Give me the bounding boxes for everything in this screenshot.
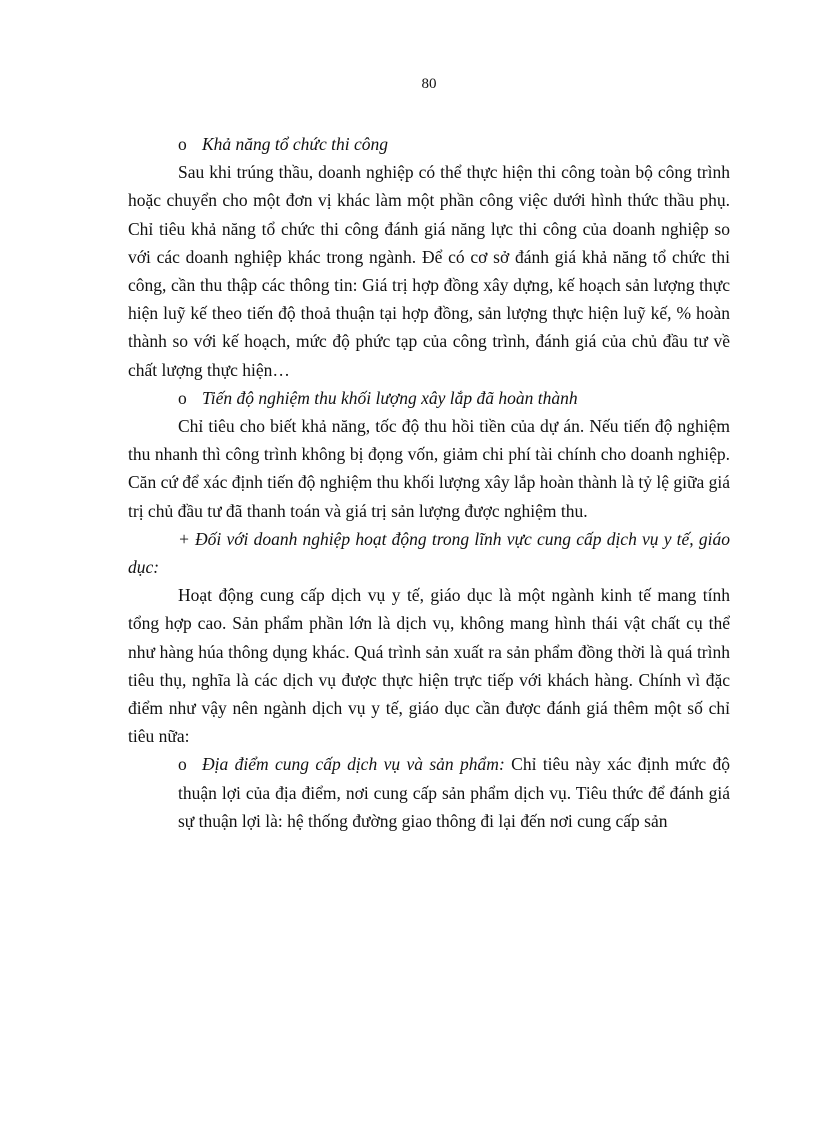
- bullet-marker: o: [178, 134, 187, 154]
- document-body: [128, 130, 730, 835]
- heading-dia-diem: Địa điểm cung cấp dịch vụ và sản phẩm:: [202, 754, 505, 775]
- paragraph-tien-do: Chỉ tiêu cho biết khả năng, tốc độ thu hồi tiền của dự án. Nếu tiến độ nghiệm thu nhanh thì công trình không bị đọng vốn, giảm chi phí tài chính cho doanh nghiệp. Căn cứ để xác định tiến độ nghiệm thu khối lượng xây lắp hoàn thành là tỷ lệ giữa giá trị chủ đầu tư đã thanh toán và giá trị sản lượng được nghiệm thu.: [128, 416, 730, 521]
- bullet-heading-tien-do: [128, 384, 730, 412]
- bullet-marker: o: [178, 387, 187, 408]
- bullet-heading-kha-nang: [128, 130, 730, 158]
- paragraph-kha-nang: Sau khi trúng thầu, doanh nghiệp có thể thực hiện thi công toàn bộ công trình hoặc chuyển cho một đơn vị khác làm một phần công việc dưới hình thức thầu phụ. Chỉ tiêu khả năng tổ chức thi công đánh giá năng lực thi công của doanh nghiệp so với các doanh nghiệp khác trong ngành. Để có cơ sở đánh giá khả năng tổ chức thi công, cần thu thập các thông tin: Giá trị hợp đồng xây dựng, kế hoạch sản lượng thực hiện luỹ kế theo tiến độ thoả thuận tại hợp đồng, sản lượng thực hiện luỹ kế, % hoàn thành so với kế hoạch, mức độ phức tạp của công trình, đánh giá của chủ đầu tư về chất lượng thực hiện…: [128, 162, 730, 380]
- heading-tien-do: Tiến độ nghiệm thu khối lượng xây lắp đã hoàn thành: [202, 387, 578, 408]
- page-number: 80: [421, 76, 437, 92]
- heading-kha-nang: Khả năng tổ chức thi công: [202, 134, 388, 154]
- bullet-paragraph-dia-diem: [128, 750, 730, 835]
- bullet-marker: o: [178, 754, 187, 775]
- paragraph-dia-diem: Chỉ tiêu này xác định mức độ thuận lợi của địa điểm, nơi cung cấp sản phẩm dịch vụ. Tiêu thức để đánh giá sự thuận lợi là: hệ thống đường giao thông đi lại đến nơi cung cấp sản: [178, 754, 730, 831]
- paragraph-dich-vu: Hoạt động cung cấp dịch vụ y tế, giáo dục là một ngành kinh tế mang tính tổng hợp cao. Sản phẩm phần lớn là dịch vụ, không mang hình thái vật chất cụ thể như hàng húa thông dụng khác. Quá trình sản xuất ra sản phẩm đồng thời là quá trình tiêu thụ, nghĩa là các dịch vụ được thực hiện trực tiếp với khách hàng. Chính vì đặc điểm như vậy nên ngành dịch vụ y tế, giáo dục cần được đánh giá thêm một số chỉ tiêu nữa:: [128, 585, 730, 747]
- subheading-dich-vu: + Đối với doanh nghiệp hoạt động trong lĩnh vực cung cấp dịch vụ y tế, giáo dục:: [128, 528, 730, 578]
